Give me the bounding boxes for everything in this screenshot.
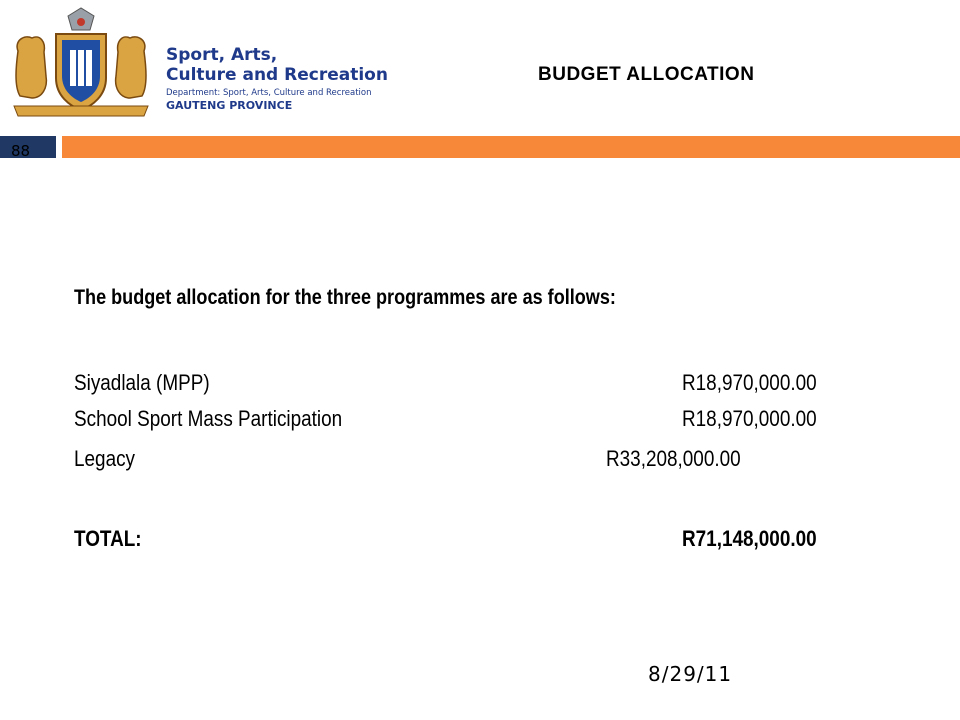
slide-date: 8/29/11 bbox=[648, 662, 733, 686]
coat-of-arms-icon bbox=[6, 6, 156, 122]
total-label: TOTAL: bbox=[74, 526, 142, 551]
budget-row-amount: R33,208,000.00 bbox=[606, 446, 741, 471]
page-title: BUDGET ALLOCATION bbox=[538, 64, 755, 85]
budget-row-amount: R18,970,000.00 bbox=[682, 406, 817, 431]
logo-line-3: Department: Sport, Arts, Culture and Recreation bbox=[166, 88, 372, 98]
department-logo bbox=[6, 6, 388, 122]
logo-line-1: Sport, Arts, bbox=[166, 45, 278, 65]
header-accent-bar bbox=[62, 136, 960, 158]
page-number: 88 bbox=[11, 142, 31, 160]
budget-row-label: Siyadlala (MPP) bbox=[74, 370, 210, 395]
logo-line-2: Culture and Recreation bbox=[166, 65, 388, 85]
logo-line-4: GAUTENG PROVINCE bbox=[166, 99, 293, 112]
total-amount: R71,148,000.00 bbox=[682, 526, 817, 551]
budget-row-label: School Sport Mass Participation bbox=[74, 406, 343, 431]
intro-text: The budget allocation for the three programmes are as follows: bbox=[74, 286, 616, 309]
budget-row-amount: R18,970,000.00 bbox=[682, 370, 817, 395]
budget-row-label: Legacy bbox=[74, 446, 136, 471]
